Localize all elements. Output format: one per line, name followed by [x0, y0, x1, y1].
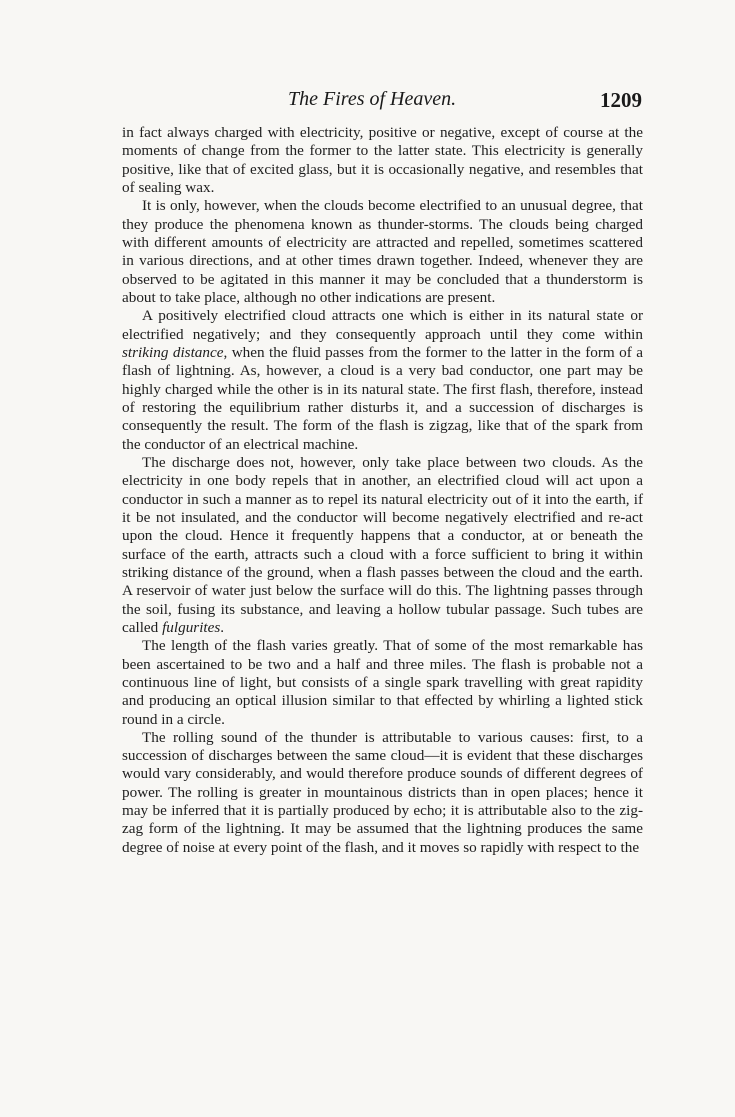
paragraph-flash-length — [122, 637, 643, 729]
page-number: 1209 — [600, 88, 642, 112]
paragraph-text: . — [220, 618, 225, 636]
paragraph-text: The length of the flash varies greatly. That of some of the most remarkable has been ascertained to be two and a half and three miles. The flash is probable not a continuous line of light, but consists of a single spark travelling with great rapidity and producing an optical illusion similar to that effected by whirling a lighted stick round in a circle. — [122, 637, 643, 728]
paragraph-striking-distance — [122, 307, 643, 454]
italic-term: fulgurites — [162, 618, 221, 636]
paragraph-text: in fact always charged with electricity, positive or negative, except of course at the moments of change from the former to the latter state. This electricity is generally positive, like that of excited glass, but it is occasionally negative, and resembles that of sealing wax. — [122, 124, 643, 196]
paragraph-continued — [122, 124, 643, 197]
running-head — [122, 88, 642, 114]
paragraph-text: A positively electrified cloud attracts one which is either in its natural state or electrified negatively; and they consequently approach until they come within — [122, 307, 643, 343]
paragraph-fulgurites — [122, 454, 643, 637]
italic-term: striking distance — [122, 343, 224, 361]
paragraph-text: The rolling sound of the thunder is attributable to various causes: first, to a succession of discharges between the same cloud—it is evident that these discharges would vary considerably, and would therefore produce sounds of different degrees of power. The rolling is greater in mountainous districts than in open places; hence it may be inferred that it is partially produced by echo; it is attributable also to the zig-zag form of the lightning. It may be assumed that the lightning produces the same degree of noise at every point of the flash, and it moves so rapidly with respect to the — [122, 728, 643, 856]
paragraph-cloud-electrification — [122, 197, 643, 307]
paragraph-text: It is only, however, when the clouds become electrified to an unusual degree, that they produce the phenomena known as thunder-storms. The clouds being charged with different amounts of electricity are attracted and repelled, sometimes scattered in various directions, and at other times drawn together. Indeed, whenever they are observed to be agitated in this manner it may be concluded that a thunderstorm is about to take place, although no other indications are present. — [122, 197, 643, 306]
paragraph-text: , when the fluid passes from the former to the latter in the form of a flash of lightning. As, however, a cloud is a very bad conductor, one part may be highly charged while the other is in its natural state. The first flash, therefore, instead of restoring the equilibrium rather disturbs it, and a succession of discharges is consequently the result. The form of the flash is zigzag, like that of the spark from the conductor of an electrical machine. — [122, 343, 643, 453]
paragraph-text: The discharge does not, however, only take place between two clouds. As the electricity in one body repels that in another, an electrified cloud will act upon a conductor in such a manner as to repel its natural electricity out of it into the earth, if it be not insulated, and the conductor will become negatively electrified and re-act upon the cloud. Hence it frequently happens that a conductor, at or beneath the surface of the earth, attracts such a cloud with a force sufficient to bring it within striking distance of the ground, when a flash passes between the cloud and the earth. A reservoir of water just below the surface will do this. The lightning passes through the soil, fusing its substance, and leaving a hollow tubular passage. Such tubes are called — [122, 453, 643, 636]
running-title: The Fires of Heaven. — [288, 88, 457, 110]
article-body — [122, 124, 643, 857]
paragraph-thunder-sound — [122, 729, 643, 857]
